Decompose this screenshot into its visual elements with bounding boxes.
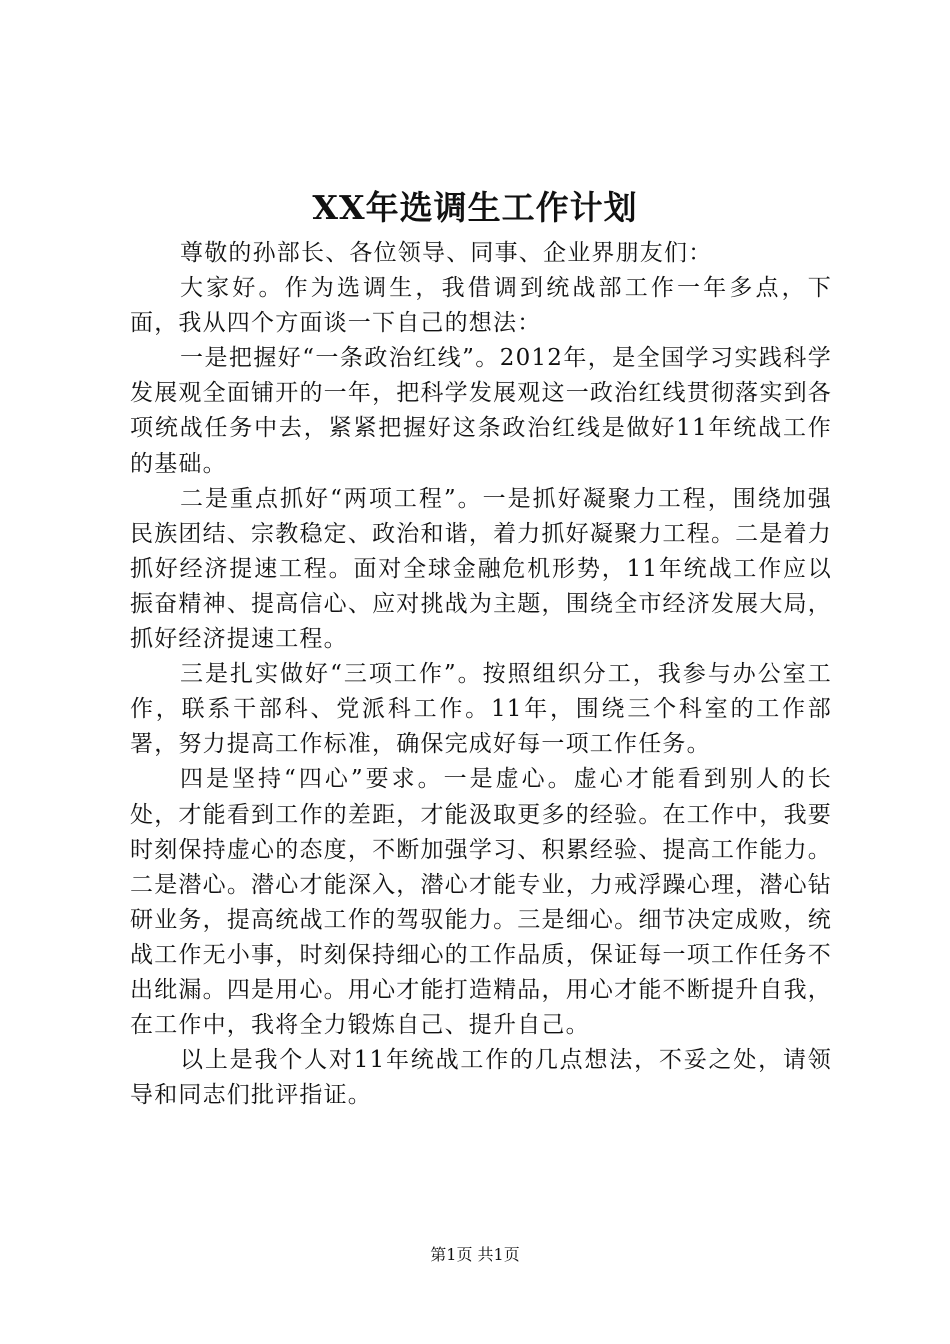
page-number-footer: 第1页 共1页 <box>430 1245 520 1264</box>
point-one-paragraph: 一是把握好“一条政治红线”。2012年，是全国学习实践科学发展观全面铺开的一年，把科学发展观这一政治红线贯彻落实到各项统战任务中去，紧紧把握好这条政治红线是做好11年统战工作的基础。 <box>130 345 832 477</box>
point-four-paragraph: 四是坚持“四心”要求。一是虚心。虚心才能看到别人的长处，才能看到工作的差距，才能汲取更多的经验。在工作中，我要时刻保持虚心的态度，不断加强学习、积累经验、提高工作能力。二是潜心。潜心才能深入，潜心才能专业，力戒浮躁心理，潜心钻研业务，提高统战工作的驾驭能力。三是细心。细节决定成败，统战工作无小事，时刻保持细心的工作品质，保证每一项工作任务不出纰漏。四是用心。用心才能打造精品，用心才能不断提升自我，在工作中，我将全力锻炼自己、提升自己。 <box>130 766 832 1039</box>
point-three-paragraph: 三是扎实做好“三项工作”。按照组织分工，我参与办公室工作，联系干部科、党派科工作。11年，围绕三个科室的工作部署，努力提高工作标准，确保完成好每一项工作任务。 <box>130 661 832 758</box>
closing-paragraph: 以上是我个人对11年统战工作的几点想法，不妥之处，请领导和同志们批评指证。 <box>130 1047 832 1109</box>
salutation-paragraph: 尊敬的孙部长、各位领导、同事、企业界朋友们： <box>180 240 713 266</box>
document-title: XX年选调生工作计划 <box>312 188 638 227</box>
intro-paragraph: 大家好。作为选调生，我借调到统战部工作一年多点，下面，我从四个方面谈一下自己的想法： <box>130 275 832 337</box>
document-body <box>130 236 832 1113</box>
point-two-paragraph: 二是重点抓好“两项工程”。一是抓好凝聚力工程，围绕加强民族团结、宗教稳定、政治和谐，着力抓好凝聚力工程。二是着力抓好经济提速工程。面对全球金融危机形势，11年统战工作应以振奋精神、提高信心、应对挑战为主题，围绕全市经济发展大局，抓好经济提速工程。 <box>130 485 832 653</box>
